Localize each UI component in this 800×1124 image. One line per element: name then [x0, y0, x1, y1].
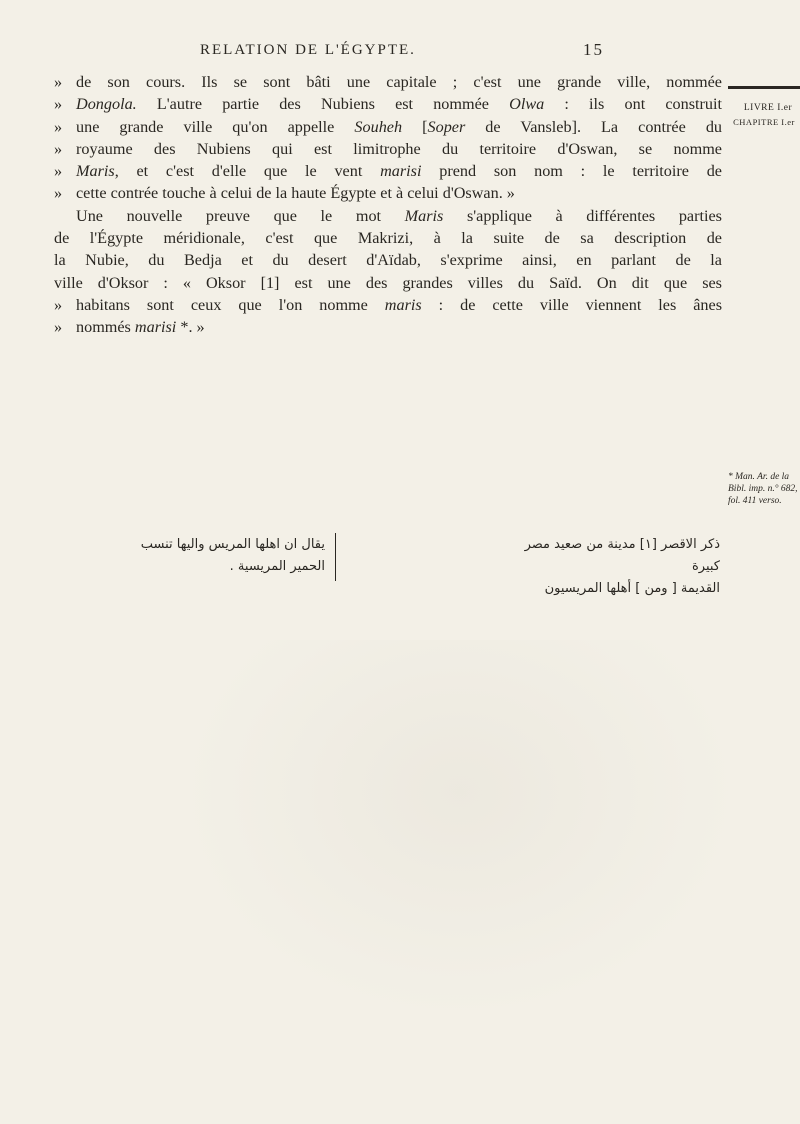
margin-footnote: * Man. Ar. de la Bibl. imp. n.° 682, fol. 411 verso. [728, 472, 798, 506]
text-line: la Nubie, du Bedja et du desert d'Aïdab, s'exprime ainsi, en parlant de la [54, 251, 722, 270]
text-line: » Maris, et c'est d'elle que le vent marisi prend son nom : le territoire de [54, 162, 722, 181]
arabic-quote-left: يقال ان اهلها المريس واليها تنسب الحمير المريسية . [140, 537, 325, 574]
text-line: » de son cours. Ils se sont bâti une capitale ; c'est une grande ville, nommée [54, 73, 722, 91]
text-line: » cette contrée touche à celui de la haute Égypte et à celui d'Oswan. » [54, 184, 515, 203]
text-line: » une grande ville qu'on appelle Souheh [Soper de Vansleb]. La contrée du [54, 117, 723, 136]
text-line: » nommés marisi *. » [54, 318, 205, 337]
text-line: Une nouvelle preuve que le mot Maris s'applique à différentes parties [76, 206, 722, 225]
text-line: ville d'Oksor : « Oksor [1] est une des grandes villes du Saïd. On dit que ses [54, 273, 722, 292]
text-line: » Dongola. L'autre partie des Nubiens est nommée Olwa : ils ont construit [54, 95, 723, 114]
bleed-through-texture [180, 640, 740, 1020]
margin-chapitre: CHAPITRE I.er [733, 117, 795, 127]
arabic-column-divider [335, 533, 336, 581]
header-title: RELATION DE L'ÉGYPTE. [200, 42, 416, 58]
body-text [54, 71, 722, 339]
margin-livre: LIVRE I.er [743, 103, 793, 113]
arabic-quote-right: ذكر الاقصر [١] مدينة من صعيد مصر كبيرة القديمة [ ومن ] أهلها المريسيون [524, 537, 720, 596]
margin-rule [728, 86, 800, 89]
text-line: » habitans sont ceux que l'on nomme maris : de cette ville viennent les ânes [54, 295, 722, 314]
page-number: 15 [583, 40, 604, 59]
text-line: » royaume des Nubiens qui est limitrophe du territoire d'Oswan, se nomme [54, 139, 722, 158]
text-line: de l'Égypte méridionale, c'est que Makrizi, à la suite de sa description de [54, 229, 722, 248]
